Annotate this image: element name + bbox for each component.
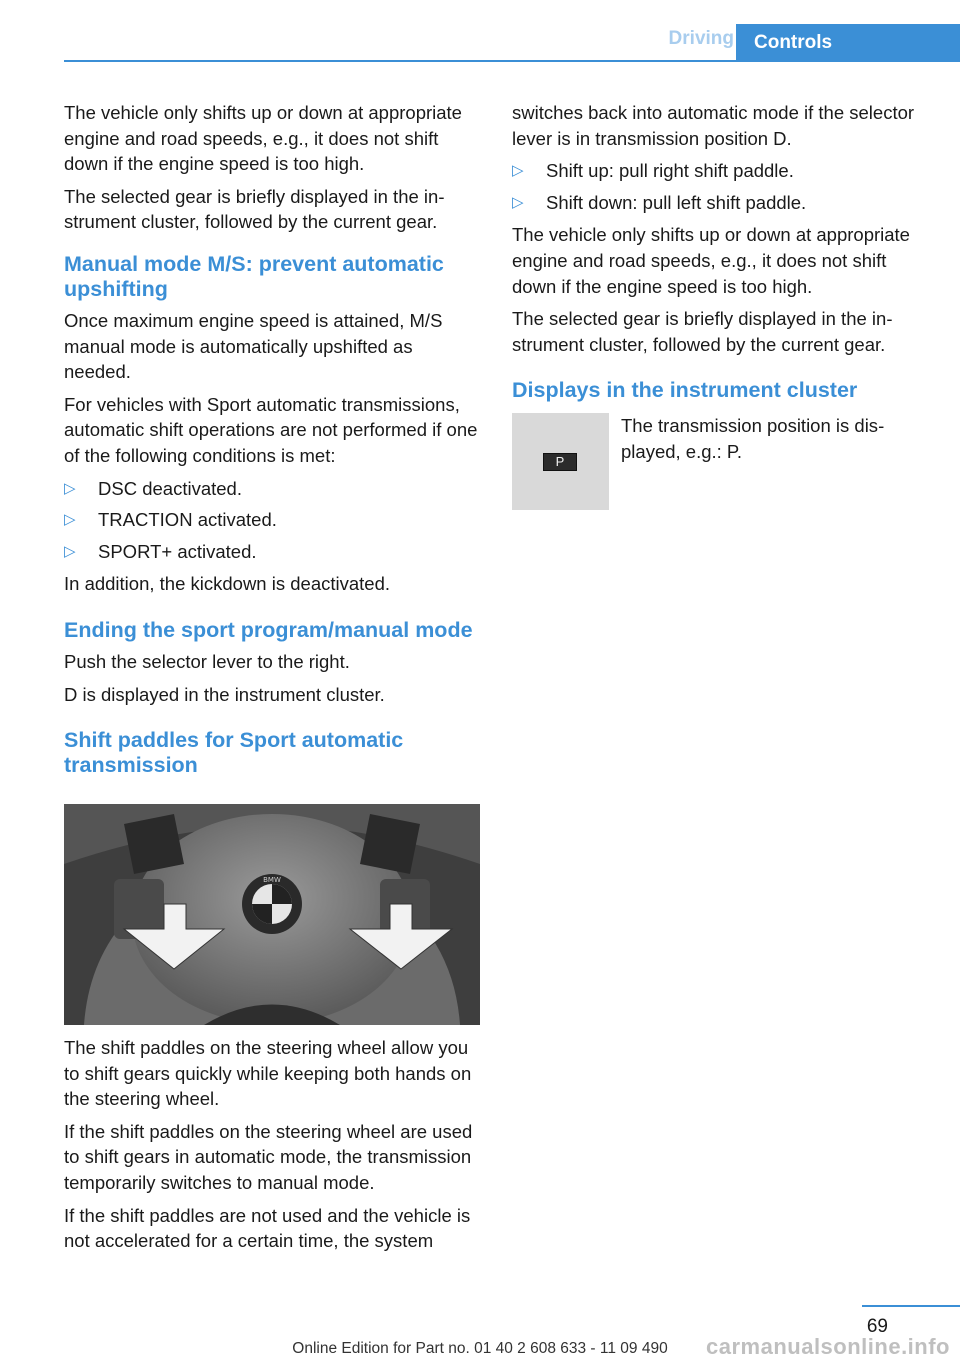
section-tab-controls[interactable]: Controls (736, 24, 960, 62)
gear-indicator: P (543, 453, 577, 471)
list-item: ▷ DSC deactivated. (64, 476, 482, 502)
steering-wheel-image (64, 804, 480, 1025)
svg-text:BMW: BMW (263, 876, 281, 885)
display-example (512, 413, 930, 510)
paragraph: In addition, the kickdown is deactivated. (64, 573, 390, 595)
footer-rule (862, 1305, 960, 1307)
paragraph: The vehicle only shifts up or down at appropriate engine and road speeds, e.g., it does not shift down if the engine speed is too high. (64, 102, 462, 175)
heading-manual-mode: Manual mode M/S: prevent automatic upshifting (64, 251, 444, 301)
paragraph: The transmission position is displayed, e.g.: P. (621, 415, 885, 462)
list-item: ▷ Shift up: pull right shift paddle. (512, 158, 930, 184)
list-item: ▷ TRACTION activated. (64, 507, 482, 533)
paragraph: switches back into automatic mode if the selector lever is in transmission position D. (512, 102, 915, 149)
shift-list (512, 158, 930, 215)
right-column (512, 100, 930, 510)
section-tab-driving[interactable]: Driving (668, 28, 734, 49)
instrument-cluster-image (512, 413, 609, 510)
paragraph: If the shift paddles are not used and the vehicle is not accelerated for a certain time, the system (64, 1204, 471, 1252)
paragraph: The selected gear is briefly displayed in the instrument cluster, followed by the current gear. (64, 185, 445, 233)
paragraph: D is displayed in the instrument cluster. (64, 683, 385, 705)
triangle-bullet-icon: ▷ (512, 193, 524, 211)
heading-displays: Displays in the instrument cluster (512, 378, 858, 403)
paragraph: Once maximum engine speed is attained, M/S manual mode is automatically upshifted as needed. (64, 309, 443, 383)
watermark: carmanualsonline.info (706, 1334, 950, 1359)
left-column (64, 100, 482, 1261)
edition-note: Online Edition for Part no. 01 40 2 608 633 - 11 09 490 (292, 1340, 668, 1357)
paragraph: Push the selector lever to the right. (64, 650, 350, 672)
list-item: ▷ SPORT+ activated. (64, 539, 482, 565)
paragraph: The vehicle only shifts up or down at appropriate engine and road speeds, e.g., it does not shift down if the engine speed is too high. (512, 224, 910, 297)
triangle-bullet-icon: ▷ (64, 511, 76, 529)
page-number: 69 (866, 1316, 888, 1337)
triangle-bullet-icon: ▷ (512, 162, 524, 180)
page-header (64, 24, 960, 62)
triangle-bullet-icon: ▷ (64, 542, 76, 560)
paragraph: The shift paddles on the steering wheel allow you to shift gears quickly while keeping both hands on the steering wheel. (64, 1037, 472, 1110)
header-rule (64, 60, 960, 62)
paragraph: For vehicles with Sport automatic transmissions, automatic shift operations are not performed if one of the following conditions is met: (64, 393, 478, 466)
list-item: ▷ Shift down: pull left shift paddle. (512, 190, 930, 216)
triangle-bullet-icon: ▷ (64, 479, 76, 497)
heading-shift-paddles: Shift paddles for Sport automatic transmission (64, 728, 404, 778)
paragraph: If the shift paddles on the steering wheel are used to shift gears in automatic mode, the transmission temporarily switches to manual mode. (64, 1120, 473, 1194)
paragraph: The selected gear is briefly displayed in the instrument cluster, followed by the current gear. (512, 308, 893, 355)
conditions-list (64, 476, 482, 565)
heading-ending-sport-program: Ending the sport program/manual mode (64, 617, 473, 642)
